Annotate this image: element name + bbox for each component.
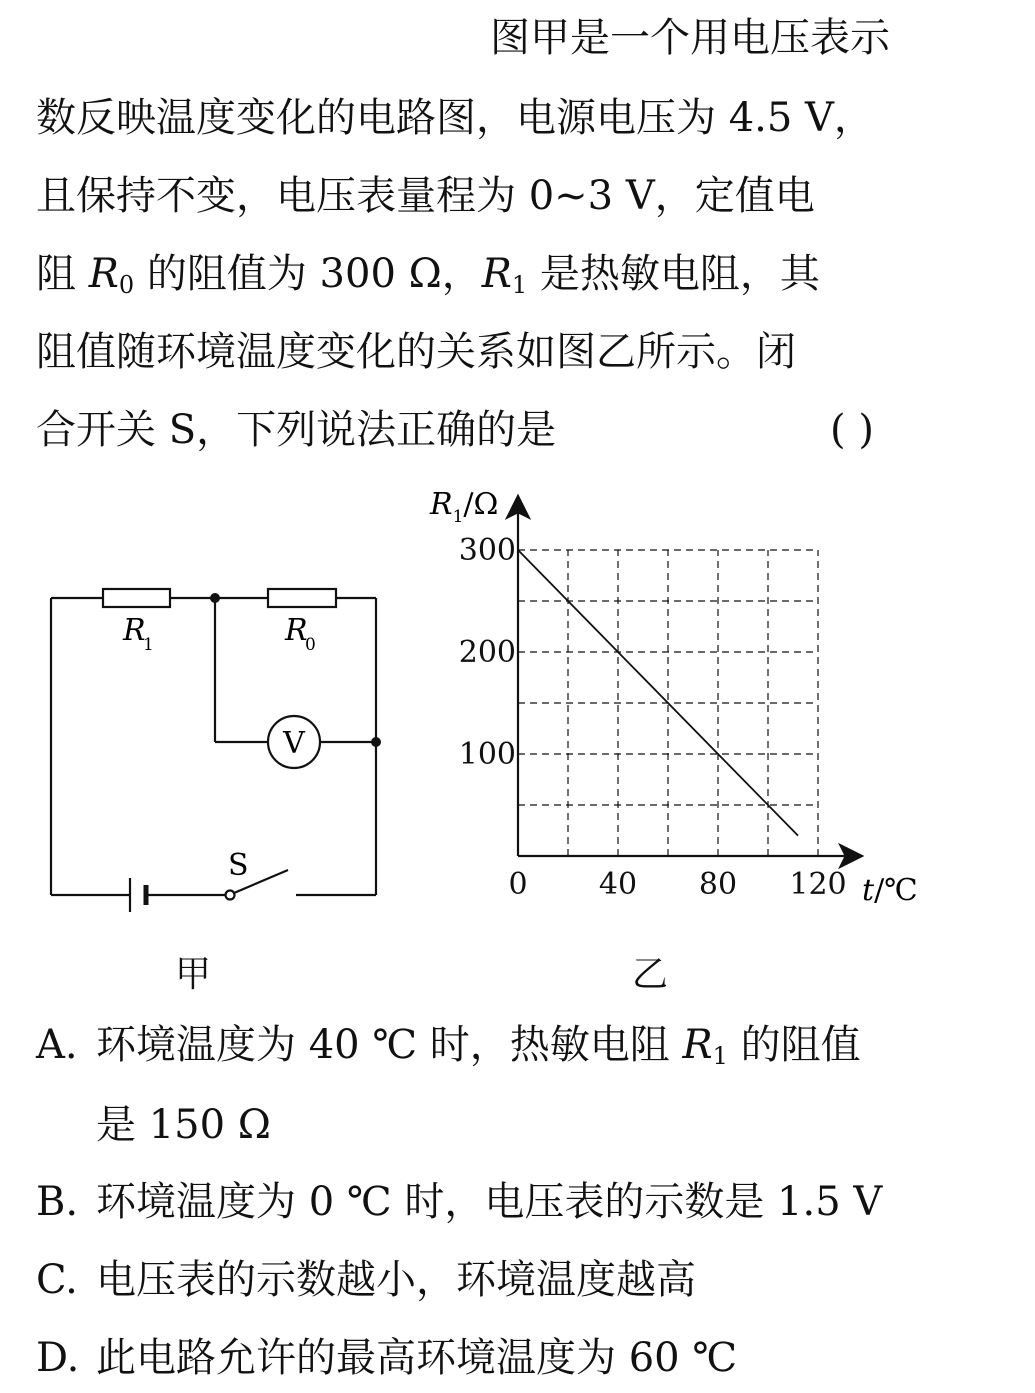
option-b-label: B.	[36, 1179, 79, 1225]
x-tick-label: 80	[698, 867, 738, 902]
circuit-caption: 甲	[175, 954, 212, 995]
r0-label: R	[285, 613, 308, 648]
question-line-3: 且保持不变，电压表量程为 0~3 V，定值电	[36, 173, 815, 219]
option-a-continuation: 是 150 Ω	[96, 1102, 271, 1148]
voltmeter-label: V	[283, 726, 305, 761]
y-tick-label: 300	[458, 533, 516, 568]
junction-top	[210, 593, 220, 603]
junction-right	[371, 737, 381, 747]
r0-label-sub: 0	[305, 635, 316, 655]
resistance-temperature-chart	[420, 480, 940, 920]
series-line-r1	[518, 550, 798, 836]
x-tick-label: 40	[598, 867, 638, 902]
circuit-diagram	[30, 570, 450, 930]
question-line-6: 合开关 S，下列说法正确的是	[36, 407, 557, 453]
question-line-2: 数反映温度变化的电路图，电源电压为 4.5 V，	[36, 95, 874, 141]
chart-caption: 乙	[632, 954, 669, 995]
y-tick-label: 100	[458, 737, 516, 772]
y-tick-label: 200	[458, 635, 516, 670]
x-tick-label: 0	[508, 867, 528, 902]
switch-pivot	[226, 891, 235, 900]
switch-label: S	[228, 848, 249, 883]
resistor-r1	[103, 589, 170, 607]
y-axis-label: $R_1/\Omega$	[430, 487, 499, 527]
resistor-r0	[268, 589, 336, 607]
question-line-4: 阻 $R_0$ 的阻值为 300 Ω，$R_1$ 是热敏电阻，其	[36, 251, 820, 299]
r1-label-sub: 1	[143, 635, 154, 655]
option-d: D. 此电路允许的最高环境温度为 60 ℃	[36, 1335, 738, 1381]
x-tick-label: 120	[789, 867, 847, 902]
option-c: C. 电压表的示数越小，环境温度越高	[36, 1257, 696, 1303]
option-c-label: C.	[36, 1257, 78, 1303]
x-axis-label: t/℃	[862, 873, 918, 908]
option-b: B. 环境温度为 0 ℃ 时，电压表的示数是 1.5 V	[36, 1179, 883, 1225]
question-line-1: 图甲是一个用电压表示	[490, 15, 890, 61]
answer-bracket: ( )	[830, 407, 874, 453]
option-d-label: D.	[36, 1335, 80, 1381]
r1-label: R	[123, 613, 146, 648]
option-a: A. 环境温度为 40 ℃ 时，热敏电阻 $R_1$ 的阻值	[36, 1022, 861, 1070]
question-line-5: 阻值随环境温度变化的关系如图乙所示。闭	[36, 329, 796, 375]
option-a-label: A.	[36, 1022, 78, 1068]
